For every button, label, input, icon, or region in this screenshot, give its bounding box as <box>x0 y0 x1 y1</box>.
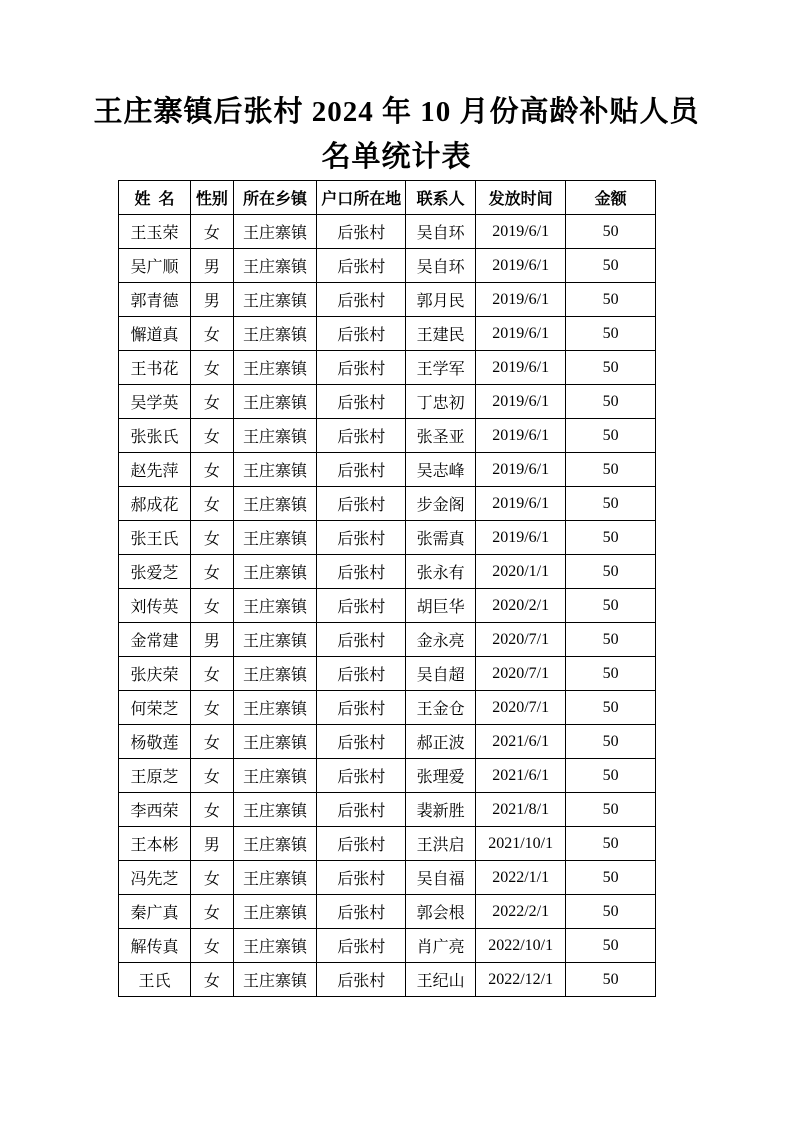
table-row <box>119 657 656 691</box>
table-cell: 张理爱 <box>406 759 476 793</box>
table-cell: 50 <box>566 861 656 895</box>
table-cell: 后张村 <box>317 487 406 521</box>
table-cell: 2019/6/1 <box>476 351 566 385</box>
table-body <box>119 215 656 997</box>
table-cell: 女 <box>190 759 233 793</box>
table-cell: 解传真 <box>119 929 191 963</box>
table-cell: 丁忠初 <box>406 385 476 419</box>
table-cell: 50 <box>566 317 656 351</box>
table-cell: 王庄寨镇 <box>233 419 316 453</box>
table-cell: 2019/6/1 <box>476 385 566 419</box>
table-cell: 2019/6/1 <box>476 453 566 487</box>
table-row <box>119 861 656 895</box>
table-cell: 50 <box>566 623 656 657</box>
table-cell: 50 <box>566 691 656 725</box>
table-cell: 王庄寨镇 <box>233 215 316 249</box>
table-cell: 后张村 <box>317 963 406 997</box>
table-cell: 2019/6/1 <box>476 317 566 351</box>
table-cell: 女 <box>190 657 233 691</box>
table-cell: 胡巨华 <box>406 589 476 623</box>
table-cell: 2020/1/1 <box>476 555 566 589</box>
table-cell: 2022/1/1 <box>476 861 566 895</box>
table-cell: 王庄寨镇 <box>233 929 316 963</box>
table-cell: 后张村 <box>317 453 406 487</box>
table-cell: 男 <box>190 623 233 657</box>
table-cell: 何荣芝 <box>119 691 191 725</box>
table-cell: 50 <box>566 351 656 385</box>
table-row <box>119 317 656 351</box>
table-row <box>119 725 656 759</box>
table-cell: 后张村 <box>317 827 406 861</box>
table-cell: 2019/6/1 <box>476 215 566 249</box>
table-cell: 王庄寨镇 <box>233 589 316 623</box>
table-cell: 王氏 <box>119 963 191 997</box>
table-row <box>119 385 656 419</box>
table-row <box>119 249 656 283</box>
table-row <box>119 895 656 929</box>
table-cell: 女 <box>190 215 233 249</box>
table-cell: 王庄寨镇 <box>233 249 316 283</box>
table-cell: 冯先芝 <box>119 861 191 895</box>
table-cell: 后张村 <box>317 657 406 691</box>
table-cell: 赵先萍 <box>119 453 191 487</box>
table-row <box>119 453 656 487</box>
table-cell: 张永有 <box>406 555 476 589</box>
table-cell: 吴自环 <box>406 215 476 249</box>
table-cell: 50 <box>566 929 656 963</box>
table-cell: 50 <box>566 827 656 861</box>
table-cell: 2019/6/1 <box>476 419 566 453</box>
table-cell: 张王氏 <box>119 521 191 555</box>
table-cell: 2020/2/1 <box>476 589 566 623</box>
table-cell: 金常建 <box>119 623 191 657</box>
table-row <box>119 623 656 657</box>
table-cell: 后张村 <box>317 419 406 453</box>
table-cell: 2022/10/1 <box>476 929 566 963</box>
table-cell: 后张村 <box>317 725 406 759</box>
table-cell: 女 <box>190 895 233 929</box>
table-cell: 吴自福 <box>406 861 476 895</box>
table-cell: 50 <box>566 249 656 283</box>
table-cell: 王庄寨镇 <box>233 555 316 589</box>
table-cell: 郝成花 <box>119 487 191 521</box>
table-cell: 后张村 <box>317 385 406 419</box>
table-row <box>119 521 656 555</box>
header-cell: 姓 名 <box>119 181 191 215</box>
table-cell: 50 <box>566 793 656 827</box>
document-title <box>0 90 793 180</box>
table-cell: 王庄寨镇 <box>233 963 316 997</box>
table-cell: 张张氏 <box>119 419 191 453</box>
table-cell: 50 <box>566 215 656 249</box>
table-cell: 吴自超 <box>406 657 476 691</box>
table-cell: 郭月民 <box>406 283 476 317</box>
table-row <box>119 793 656 827</box>
subsidy-recipients-table <box>118 180 656 997</box>
table-cell: 王庄寨镇 <box>233 283 316 317</box>
table-row <box>119 759 656 793</box>
table-cell: 秦广真 <box>119 895 191 929</box>
table-cell: 王庄寨镇 <box>233 317 316 351</box>
table-row <box>119 929 656 963</box>
table-cell: 张需真 <box>406 521 476 555</box>
table-cell: 刘传英 <box>119 589 191 623</box>
table-cell: 女 <box>190 487 233 521</box>
table-cell: 50 <box>566 521 656 555</box>
table-cell: 后张村 <box>317 521 406 555</box>
table-cell: 50 <box>566 589 656 623</box>
table-row <box>119 691 656 725</box>
table-cell: 2020/7/1 <box>476 623 566 657</box>
header-cell: 性别 <box>190 181 233 215</box>
table-cell: 肖广亮 <box>406 929 476 963</box>
table-cell: 张爱芝 <box>119 555 191 589</box>
table-cell: 王庄寨镇 <box>233 521 316 555</box>
table-cell: 吴学英 <box>119 385 191 419</box>
table-cell: 男 <box>190 249 233 283</box>
table-cell: 裴新胜 <box>406 793 476 827</box>
table-cell: 2020/7/1 <box>476 691 566 725</box>
table-cell: 女 <box>190 963 233 997</box>
table-cell: 王学军 <box>406 351 476 385</box>
table-cell: 50 <box>566 895 656 929</box>
table-cell: 张圣亚 <box>406 419 476 453</box>
table-cell: 吴自环 <box>406 249 476 283</box>
table-header-row <box>119 181 656 215</box>
table-cell: 王玉荣 <box>119 215 191 249</box>
table-cell: 女 <box>190 861 233 895</box>
table-cell: 后张村 <box>317 759 406 793</box>
table-cell: 50 <box>566 385 656 419</box>
table-cell: 王庄寨镇 <box>233 861 316 895</box>
table-cell: 王庄寨镇 <box>233 623 316 657</box>
table-cell: 王庄寨镇 <box>233 657 316 691</box>
table-cell: 男 <box>190 827 233 861</box>
table-cell: 王庄寨镇 <box>233 453 316 487</box>
table-cell: 2022/12/1 <box>476 963 566 997</box>
table-cell: 吴志峰 <box>406 453 476 487</box>
table-cell: 50 <box>566 657 656 691</box>
table-row <box>119 215 656 249</box>
table-cell: 后张村 <box>317 589 406 623</box>
table-cell: 王纪山 <box>406 963 476 997</box>
table-cell: 王庄寨镇 <box>233 351 316 385</box>
table-cell: 女 <box>190 691 233 725</box>
table-cell: 50 <box>566 759 656 793</box>
document-title-line-2: 名单统计表 <box>321 141 472 173</box>
table-cell: 2021/8/1 <box>476 793 566 827</box>
table-cell: 2021/6/1 <box>476 725 566 759</box>
table-cell: 2019/6/1 <box>476 249 566 283</box>
table-cell: 2019/6/1 <box>476 521 566 555</box>
table-cell: 王庄寨镇 <box>233 725 316 759</box>
table-row <box>119 351 656 385</box>
table-cell: 50 <box>566 725 656 759</box>
table-cell: 王庄寨镇 <box>233 793 316 827</box>
table-row <box>119 827 656 861</box>
table-cell: 50 <box>566 555 656 589</box>
table-cell: 郭会根 <box>406 895 476 929</box>
table-cell: 50 <box>566 283 656 317</box>
table-cell: 后张村 <box>317 623 406 657</box>
table-cell: 女 <box>190 589 233 623</box>
table-cell: 女 <box>190 317 233 351</box>
header-cell: 户口所在地 <box>317 181 406 215</box>
table-cell: 王书花 <box>119 351 191 385</box>
table-row <box>119 419 656 453</box>
table-cell: 步金阁 <box>406 487 476 521</box>
table-cell: 郝正波 <box>406 725 476 759</box>
table-cell: 女 <box>190 351 233 385</box>
table-cell: 2021/10/1 <box>476 827 566 861</box>
table-cell: 女 <box>190 793 233 827</box>
header-cell: 联系人 <box>406 181 476 215</box>
table-cell: 郭青德 <box>119 283 191 317</box>
table-cell: 女 <box>190 419 233 453</box>
table-cell: 后张村 <box>317 351 406 385</box>
table-cell: 男 <box>190 283 233 317</box>
table-row <box>119 589 656 623</box>
table-cell: 2022/2/1 <box>476 895 566 929</box>
table-cell: 懈道真 <box>119 317 191 351</box>
table-row <box>119 487 656 521</box>
table-cell: 王本彬 <box>119 827 191 861</box>
document-title-line-1: 王庄寨镇后张村 2024 年 10 月份高龄补贴人员 <box>93 96 700 128</box>
table-cell: 女 <box>190 725 233 759</box>
table-cell: 50 <box>566 419 656 453</box>
table-cell: 后张村 <box>317 283 406 317</box>
table-cell: 后张村 <box>317 691 406 725</box>
table-cell: 2020/7/1 <box>476 657 566 691</box>
table-cell: 王庄寨镇 <box>233 759 316 793</box>
table-cell: 吴广顺 <box>119 249 191 283</box>
table-cell: 女 <box>190 521 233 555</box>
table-cell: 王建民 <box>406 317 476 351</box>
header-cell: 金额 <box>566 181 656 215</box>
table-cell: 2019/6/1 <box>476 283 566 317</box>
header-cell: 发放时间 <box>476 181 566 215</box>
table-cell: 后张村 <box>317 317 406 351</box>
table-cell: 后张村 <box>317 929 406 963</box>
table-cell: 王庄寨镇 <box>233 827 316 861</box>
table-cell: 金永亮 <box>406 623 476 657</box>
table-cell: 后张村 <box>317 861 406 895</box>
table-cell: 后张村 <box>317 895 406 929</box>
table-cell: 2021/6/1 <box>476 759 566 793</box>
table-cell: 王庄寨镇 <box>233 895 316 929</box>
table-cell: 女 <box>190 555 233 589</box>
table-row <box>119 555 656 589</box>
table-cell: 50 <box>566 453 656 487</box>
table-cell: 王庄寨镇 <box>233 691 316 725</box>
table-cell: 后张村 <box>317 215 406 249</box>
table-cell: 女 <box>190 385 233 419</box>
table-row <box>119 283 656 317</box>
table-cell: 后张村 <box>317 249 406 283</box>
table-cell: 王原芝 <box>119 759 191 793</box>
table-cell: 王庄寨镇 <box>233 385 316 419</box>
table-row <box>119 963 656 997</box>
table-cell: 王庄寨镇 <box>233 487 316 521</box>
table-cell: 杨敬莲 <box>119 725 191 759</box>
table-cell: 王金仓 <box>406 691 476 725</box>
table-cell: 后张村 <box>317 793 406 827</box>
table-cell: 王洪启 <box>406 827 476 861</box>
table-cell: 女 <box>190 453 233 487</box>
table-cell: 50 <box>566 963 656 997</box>
header-cell: 所在乡镇 <box>233 181 316 215</box>
table-cell: 李西荣 <box>119 793 191 827</box>
table-cell: 2019/6/1 <box>476 487 566 521</box>
table-cell: 50 <box>566 487 656 521</box>
table-cell: 后张村 <box>317 555 406 589</box>
table-cell: 女 <box>190 929 233 963</box>
table-cell: 张庆荣 <box>119 657 191 691</box>
